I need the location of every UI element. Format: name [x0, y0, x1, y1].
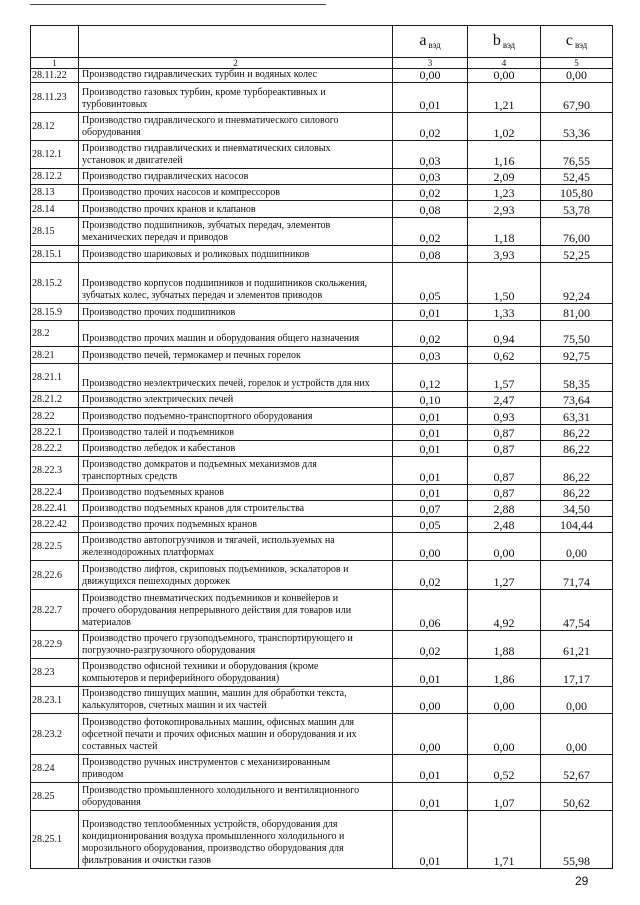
cell-c: 86,22	[541, 441, 613, 457]
cell-a: 0,03	[393, 347, 468, 364]
cell-name: Производство пишущих машин, машин для обработки текста, калькуляторов, счетных машин и их частей	[79, 687, 393, 714]
cell-name: Производство гидравлических и пневматических силовых установок и двигателей	[79, 141, 393, 169]
cell-b: 1,57	[468, 364, 541, 392]
cell-a: 0,00	[393, 714, 468, 755]
table-row	[31, 631, 613, 659]
cell-name: Производство подъемно-транспортного оборудования	[79, 408, 393, 425]
cell-name: Производство корпусов подшипников и подшипников скольжения, зубчатых колес, зубчатых передач и элементов приводов	[79, 263, 393, 304]
table-row	[31, 425, 613, 441]
header-a-subscript: вэд	[428, 40, 441, 50]
cell-a: 0,08	[393, 246, 468, 263]
cell-a: 0,01	[393, 441, 468, 457]
table-row	[31, 590, 613, 631]
cell-a: 0,01	[393, 408, 468, 425]
cell-b: 1,88	[468, 631, 541, 659]
cell-c: 63,31	[541, 408, 613, 425]
cell-name: Производство печей, термокамер и печных горелок	[79, 347, 393, 364]
cell-name: Производство гидравлических насосов	[79, 169, 393, 185]
cell-name: Производство неэлектрических печей, горелок и устройств для них	[79, 364, 393, 392]
cell-c: 76,00	[541, 218, 613, 246]
cell-c: 71,74	[541, 561, 613, 590]
cell-c: 86,22	[541, 425, 613, 441]
header-c-subscript: вэд	[574, 40, 588, 50]
cell-b: 2,47	[468, 392, 541, 408]
cell-c: 61,21	[541, 631, 613, 659]
cell-c: 34,50	[541, 501, 613, 517]
table-row	[31, 408, 613, 425]
cell-b: 1,02	[468, 113, 541, 141]
cell-name: Производство прочих подшипников	[79, 304, 393, 321]
cell-a: 0,10	[393, 392, 468, 408]
cell-a: 0,01	[393, 659, 468, 687]
cell-c: 86,22	[541, 457, 613, 485]
header-c-letter: c	[565, 32, 573, 49]
header-code-cell	[31, 26, 79, 58]
cell-c: 52,67	[541, 755, 613, 783]
cell-a: 0,07	[393, 501, 468, 517]
header-col-b	[468, 26, 541, 58]
cell-b: 0,87	[468, 425, 541, 441]
cell-code: 28.23	[31, 659, 79, 687]
cell-name: Производство прочих кранов и клапанов	[79, 201, 393, 218]
cell-c: 53,36	[541, 113, 613, 141]
cell-b: 1,33	[468, 304, 541, 321]
cell-b: 3,93	[468, 246, 541, 263]
cell-a: 0,00	[393, 687, 468, 714]
cell-code: 28.22.7	[31, 590, 79, 631]
col-number: 3	[393, 58, 468, 69]
cell-b: 2,88	[468, 501, 541, 517]
cell-name: Производство прочего грузоподъемного, транспортирующего и погрузочно-разгрузочного оборудования	[79, 631, 393, 659]
cell-b: 0,87	[468, 457, 541, 485]
cell-name: Производство прочих машин и оборудования общего назначения	[79, 321, 393, 347]
cell-code: 28.11.23	[31, 83, 79, 113]
cell-c: 67,90	[541, 83, 613, 113]
cell-c: 50,62	[541, 783, 613, 811]
cell-b: 2,48	[468, 517, 541, 533]
cell-code: 28.23.2	[31, 714, 79, 755]
table-row	[31, 304, 613, 321]
cell-code: 28.13	[31, 185, 79, 201]
table-row	[31, 201, 613, 218]
cell-b: 1,18	[468, 218, 541, 246]
cell-code: 28.14	[31, 201, 79, 218]
cell-code: 28.11.22	[31, 69, 79, 83]
cell-c: 0,00	[541, 69, 613, 83]
table-row	[31, 485, 613, 501]
cell-b: 0,00	[468, 687, 541, 714]
cell-a: 0,03	[393, 169, 468, 185]
cell-code: 28.12.2	[31, 169, 79, 185]
cell-code: 28.25.1	[31, 811, 79, 869]
cell-a: 0,02	[393, 321, 468, 347]
column-number-row	[31, 58, 613, 69]
cell-code: 28.22.42	[31, 517, 79, 533]
cell-name: Производство подъемных кранов для строительства	[79, 501, 393, 517]
cell-code: 28.2	[31, 321, 79, 347]
table-row	[31, 517, 613, 533]
cell-a: 0,02	[393, 113, 468, 141]
cell-code: 28.15.9	[31, 304, 79, 321]
cell-a: 0,01	[393, 457, 468, 485]
cell-code: 28.12	[31, 113, 79, 141]
cell-code: 28.23.1	[31, 687, 79, 714]
cell-a: 0,02	[393, 631, 468, 659]
cell-code: 28.12.1	[31, 141, 79, 169]
cell-a: 0,01	[393, 811, 468, 869]
cell-c: 55,98	[541, 811, 613, 869]
cell-code: 28.15	[31, 218, 79, 246]
cell-code: 28.22.4	[31, 485, 79, 501]
cell-b: 0,52	[468, 755, 541, 783]
cell-b: 1,07	[468, 783, 541, 811]
cell-c: 92,75	[541, 347, 613, 364]
cell-b: 1,16	[468, 141, 541, 169]
cell-b: 2,09	[468, 169, 541, 185]
cell-code: 28.15.1	[31, 246, 79, 263]
cell-b: 0,00	[468, 714, 541, 755]
cell-b: 0,93	[468, 408, 541, 425]
cell-name: Производство прочих насосов и компрессоров	[79, 185, 393, 201]
scan-top-rule	[30, 4, 326, 5]
table-row	[31, 347, 613, 364]
cell-a: 0,08	[393, 201, 468, 218]
cell-b: 1,50	[468, 263, 541, 304]
cell-c: 92,24	[541, 263, 613, 304]
cell-code: 28.22	[31, 408, 79, 425]
cell-name: Производство гидравлических турбин и водяных колес	[79, 69, 393, 83]
cell-c: 105,80	[541, 185, 613, 201]
cell-code: 28.22.1	[31, 425, 79, 441]
table-row	[31, 811, 613, 869]
cell-b: 1,21	[468, 83, 541, 113]
cell-name: Производство домкратов и подъемных механизмов для транспортных средств	[79, 457, 393, 485]
cell-a: 0,05	[393, 517, 468, 533]
cell-a: 0,00	[393, 69, 468, 83]
cell-code: 28.22.5	[31, 533, 79, 561]
cell-name: Производство прочих подъемных кранов	[79, 517, 393, 533]
cell-code: 28.22.9	[31, 631, 79, 659]
cell-code: 28.22.6	[31, 561, 79, 590]
col-number: 4	[468, 58, 541, 69]
cell-a: 0,02	[393, 185, 468, 201]
cell-name: Производство промышленного холодильного и вентиляционного оборудования	[79, 783, 393, 811]
cell-b: 0,87	[468, 441, 541, 457]
table-row	[31, 83, 613, 113]
col-number: 1	[31, 58, 79, 69]
cell-name: Производство пневматических подъемников и конвейеров и прочего оборудования непрерывного действия для товаров или материалов	[79, 590, 393, 631]
cell-name: Производство подшипников, зубчатых передач, элементов механических передач и приводов	[79, 218, 393, 246]
cell-a: 0,01	[393, 783, 468, 811]
cell-c: 58,35	[541, 364, 613, 392]
cell-code: 28.21.1	[31, 364, 79, 392]
cell-code: 28.21	[31, 347, 79, 364]
table-row	[31, 714, 613, 755]
table-row	[31, 263, 613, 304]
header-name-cell	[79, 26, 393, 58]
cell-b: 1,23	[468, 185, 541, 201]
cell-b: 2,93	[468, 201, 541, 218]
cell-name: Производство лифтов, скриповых подъемников, эскалаторов и движущихся пешеходных дорожек	[79, 561, 393, 590]
cell-code: 28.22.3	[31, 457, 79, 485]
cell-code: 28.24	[31, 755, 79, 783]
table-row	[31, 185, 613, 201]
cell-c: 0,00	[541, 714, 613, 755]
cell-b: 0,00	[468, 533, 541, 561]
table-row	[31, 364, 613, 392]
col-number: 2	[79, 58, 393, 69]
cell-name: Производство гидравлического и пневматического силового оборудования	[79, 113, 393, 141]
header-col-a	[393, 26, 468, 58]
cell-a: 0,05	[393, 263, 468, 304]
header-b-letter: b	[492, 32, 501, 49]
cell-a: 0,01	[393, 485, 468, 501]
table-row	[31, 783, 613, 811]
table-row	[31, 218, 613, 246]
table-row	[31, 321, 613, 347]
cell-c: 104,44	[541, 517, 613, 533]
cell-c: 52,25	[541, 246, 613, 263]
cell-a: 0,02	[393, 218, 468, 246]
table-row	[31, 457, 613, 485]
header-row	[31, 26, 613, 58]
table-row	[31, 561, 613, 590]
table-row	[31, 169, 613, 185]
cell-name: Производство лебедок и кабестанов	[79, 441, 393, 457]
header-b-subscript: вэд	[502, 40, 516, 50]
table-row	[31, 533, 613, 561]
col-number: 5	[541, 58, 613, 69]
cell-a: 0,03	[393, 141, 468, 169]
cell-a: 0,02	[393, 561, 468, 590]
cell-c: 73,64	[541, 392, 613, 408]
table-row	[31, 441, 613, 457]
cell-name: Производство талей и подъемников	[79, 425, 393, 441]
cell-name: Производство подъемных кранов	[79, 485, 393, 501]
cell-c: 75,50	[541, 321, 613, 347]
cell-code: 28.22.2	[31, 441, 79, 457]
cell-b: 4,92	[468, 590, 541, 631]
cell-a: 0,00	[393, 533, 468, 561]
cell-name: Производство шариковых и роликовых подшипников	[79, 246, 393, 263]
cell-b: 1,27	[468, 561, 541, 590]
cell-name: Производство ручных инструментов с механизированным приводом	[79, 755, 393, 783]
cell-b: 1,86	[468, 659, 541, 687]
cell-c: 0,00	[541, 533, 613, 561]
cell-b: 0,00	[468, 69, 541, 83]
cell-name: Производство газовых турбин, кроме турбореактивных и турбовинтовых	[79, 83, 393, 113]
table-row	[31, 141, 613, 169]
cell-c: 53,78	[541, 201, 613, 218]
table-row	[31, 392, 613, 408]
cell-code: 28.21.2	[31, 392, 79, 408]
cell-c: 52,45	[541, 169, 613, 185]
cell-a: 0,01	[393, 755, 468, 783]
cell-name: Производство теплообменных устройств, оборудования для кондиционирования воздуха промышленного холодильного и морозильного оборудования, производство оборудования для фильтрования и очистки газов	[79, 811, 393, 869]
cell-name: Производство офисной техники и оборудования (кроме компьютеров и периферийного оборудования)	[79, 659, 393, 687]
table-row	[31, 113, 613, 141]
cell-code: 28.15.2	[31, 263, 79, 304]
page-number: 29	[575, 874, 589, 888]
cell-c: 81,00	[541, 304, 613, 321]
table-row	[31, 659, 613, 687]
cell-b: 0,94	[468, 321, 541, 347]
cell-code: 28.22.41	[31, 501, 79, 517]
cell-c: 17,17	[541, 659, 613, 687]
cell-name: Производство электрических печей	[79, 392, 393, 408]
indicators-table	[30, 25, 613, 869]
cell-c: 86,22	[541, 485, 613, 501]
table-row	[31, 755, 613, 783]
cell-c: 76,55	[541, 141, 613, 169]
cell-b: 1,71	[468, 811, 541, 869]
cell-name: Производство автопогрузчиков и тягачей, используемых на железнодорожных платформах	[79, 533, 393, 561]
header-col-c	[541, 26, 613, 58]
cell-code: 28.25	[31, 783, 79, 811]
cell-a: 0,01	[393, 304, 468, 321]
header-a-letter: a	[419, 32, 427, 49]
cell-a: 0,06	[393, 590, 468, 631]
table-row	[31, 501, 613, 517]
cell-b: 0,87	[468, 485, 541, 501]
table-row	[31, 69, 613, 83]
cell-a: 0,01	[393, 425, 468, 441]
cell-name: Производство фотокопировальных машин, офисных машин для офсетной печати и прочих офисных машин и оборудования и их составных частей	[79, 714, 393, 755]
cell-b: 0,62	[468, 347, 541, 364]
cell-a: 0,01	[393, 83, 468, 113]
table-row	[31, 246, 613, 263]
cell-a: 0,12	[393, 364, 468, 392]
table-row	[31, 687, 613, 714]
cell-c: 47,54	[541, 590, 613, 631]
cell-c: 0,00	[541, 687, 613, 714]
